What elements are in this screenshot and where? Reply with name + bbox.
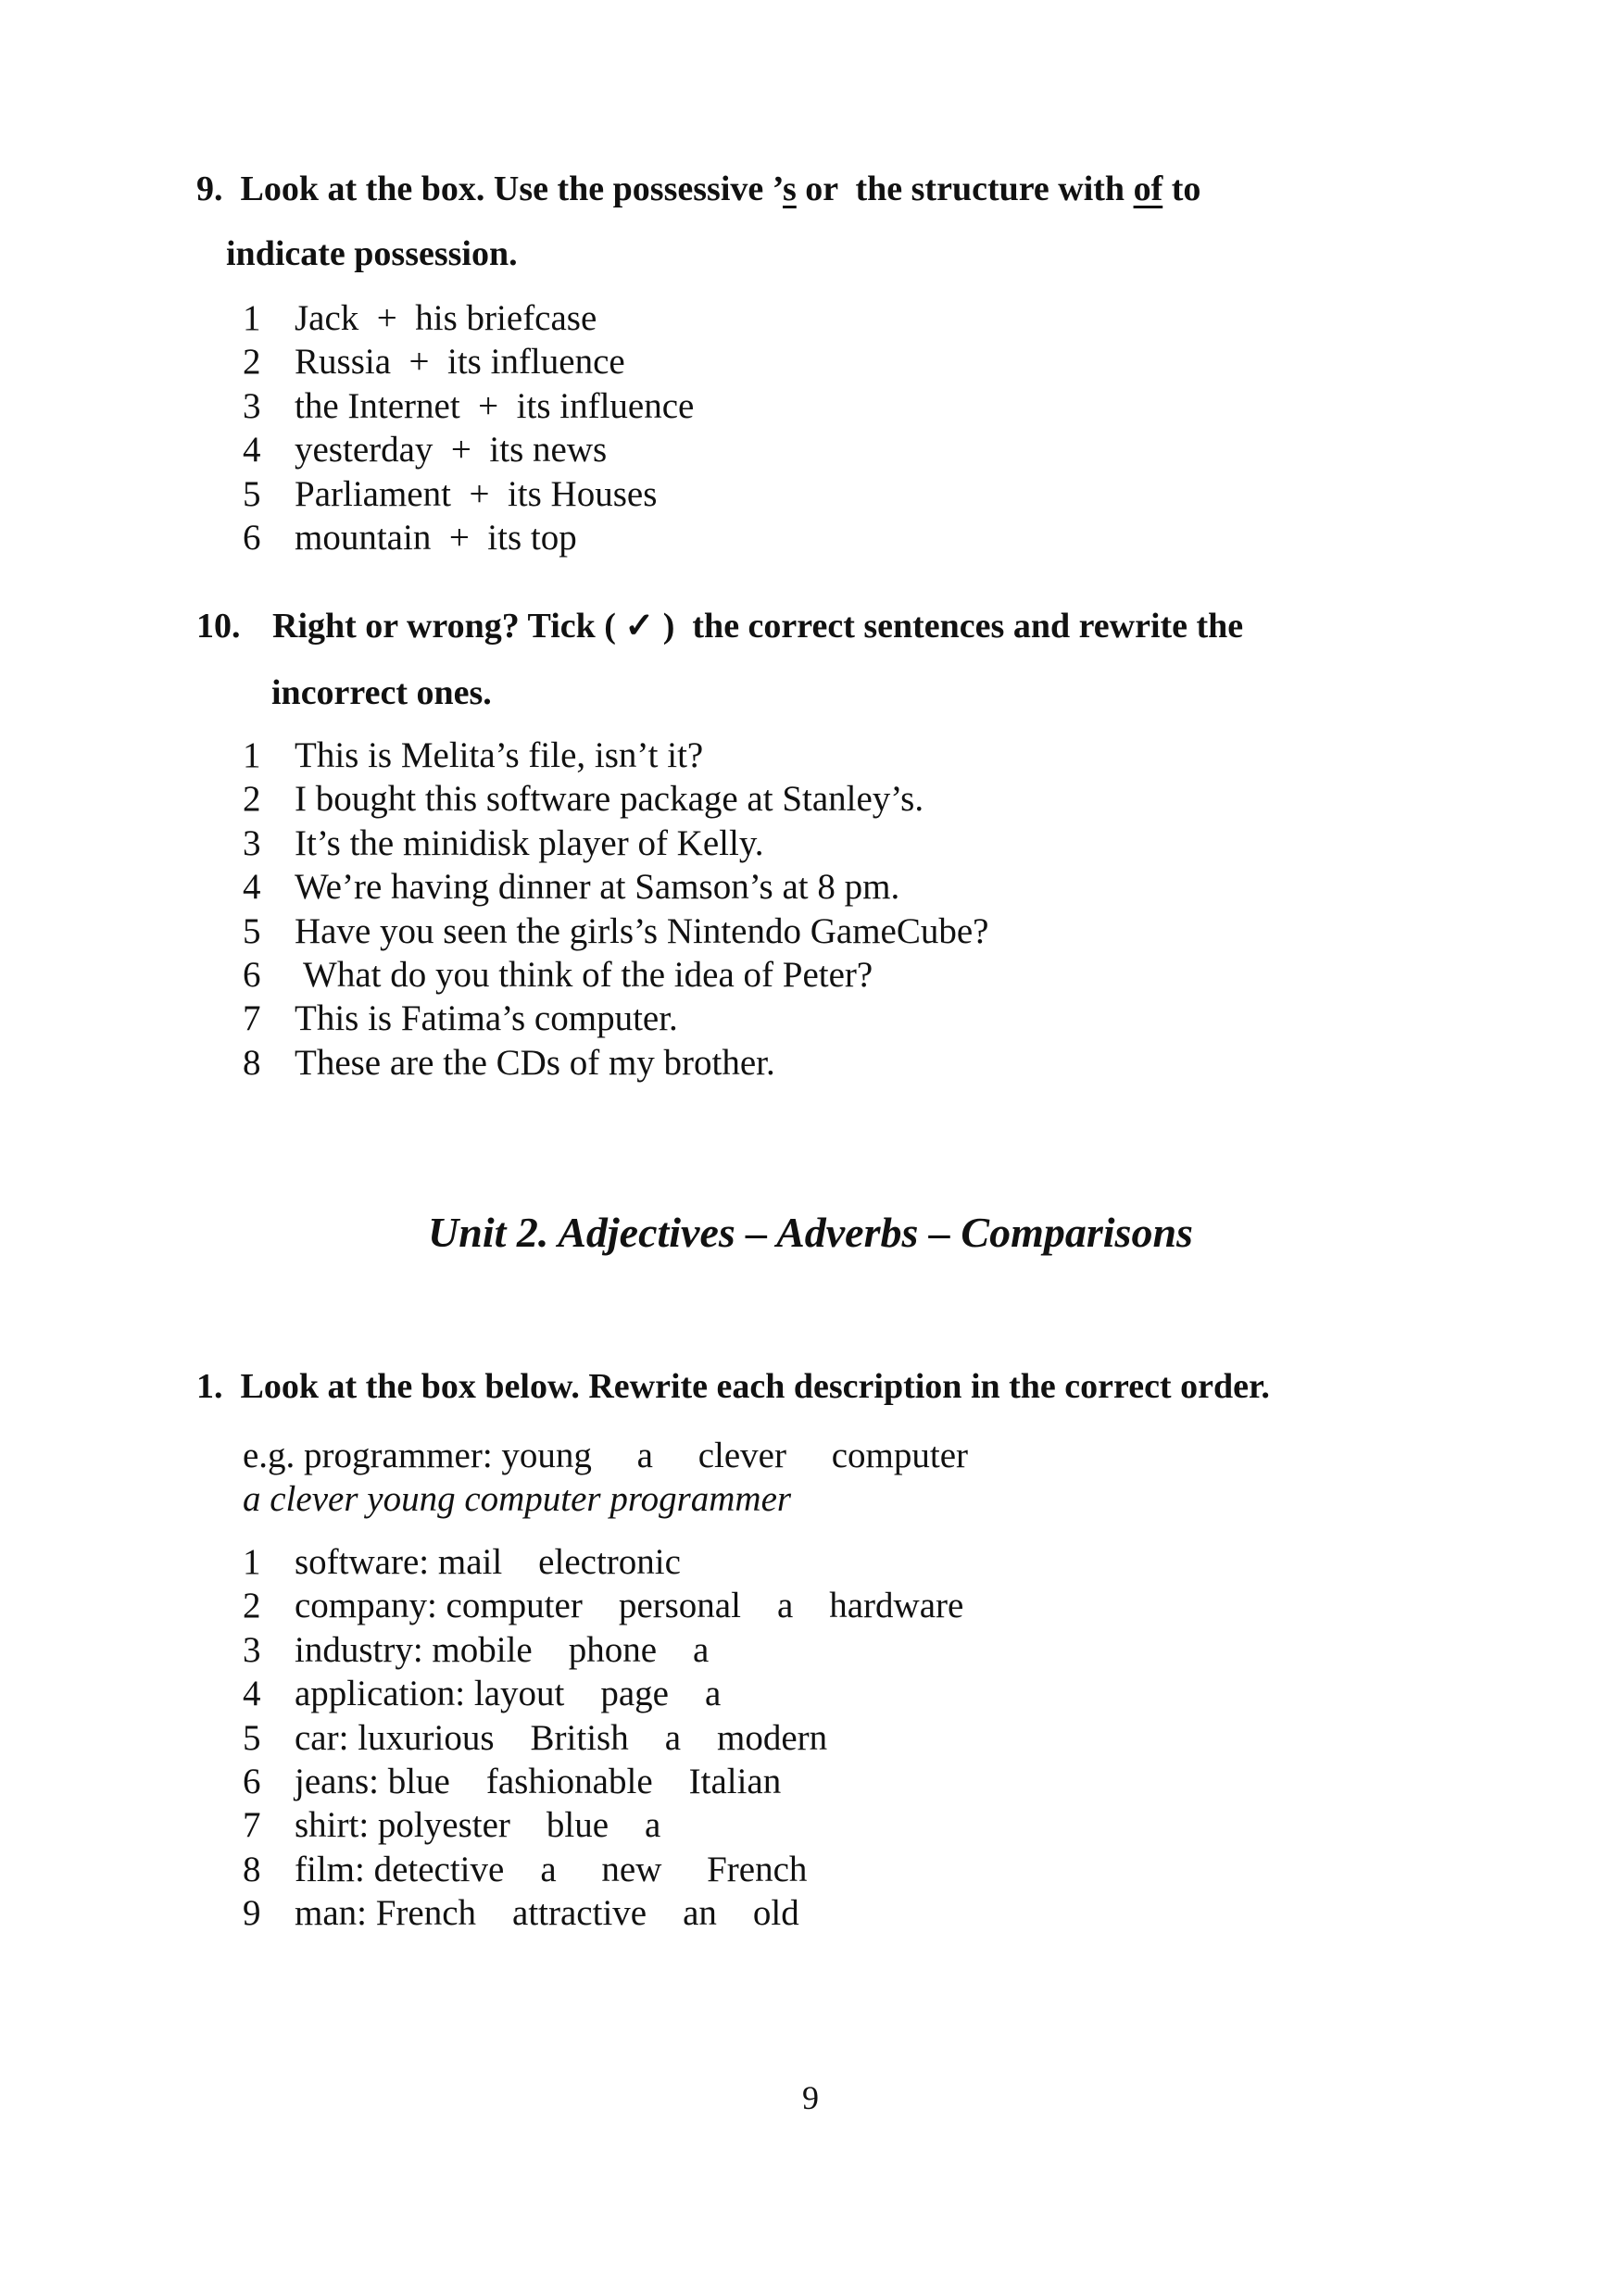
exercise-10-title-line2: incorrect ones. xyxy=(271,673,492,712)
list-item xyxy=(243,516,694,559)
item-number: 3 xyxy=(243,1629,261,1670)
exercise-9-title-line2: indicate possession. xyxy=(226,234,518,273)
item-number: 2 xyxy=(243,342,261,383)
item-number: 1 xyxy=(243,298,261,338)
item-text: company: computer personal a hardware xyxy=(295,1586,964,1626)
list-item xyxy=(243,777,988,821)
list-item xyxy=(243,910,988,953)
list-item xyxy=(243,472,694,516)
item-text: mountain + its top xyxy=(295,517,577,558)
list-item xyxy=(243,1716,963,1760)
item-text: Parliament + its Houses xyxy=(295,473,658,514)
item-text: I bought this software package at Stanley’s. xyxy=(295,779,924,820)
item-text: man: French attractive an old xyxy=(295,1893,799,1934)
list-item xyxy=(243,997,988,1040)
item-text: the Internet + its influence xyxy=(295,385,695,426)
item-text: yesterday + its news xyxy=(295,430,608,470)
item-number: 4 xyxy=(243,1674,261,1714)
list-item xyxy=(243,296,694,340)
item-text: shirt: polyester blue a xyxy=(295,1805,661,1846)
unit-exercise-1-number: 1. xyxy=(196,1367,223,1406)
item-number: 5 xyxy=(243,910,261,951)
item-number: 1 xyxy=(243,735,261,775)
item-text: Jack + his briefcase xyxy=(295,298,597,338)
list-item xyxy=(243,1760,963,1803)
item-number: 6 xyxy=(243,517,261,558)
item-text: This is Fatima’s computer. xyxy=(295,998,678,1039)
item-text: What do you think of the idea of Peter? xyxy=(295,954,873,995)
item-number: 8 xyxy=(243,1849,261,1889)
item-text: Have you seen the girls’s Nintendo GameCube? xyxy=(295,910,989,951)
item-number: 6 xyxy=(243,954,261,995)
unit-exercise-1-list xyxy=(243,1540,963,1936)
list-item xyxy=(243,1803,963,1847)
exercise-10-list xyxy=(243,734,988,1085)
unit-heading: Unit 2. Adjectives – Adverbs – Comparisons xyxy=(428,1209,1193,1256)
item-text: Russia + its influence xyxy=(295,342,625,383)
exercise-9-number: 9. xyxy=(196,169,223,208)
item-number: 7 xyxy=(243,998,261,1039)
list-item xyxy=(243,1848,963,1891)
item-number: 5 xyxy=(243,473,261,514)
example-answer: a clever young computer programmer xyxy=(243,1479,792,1520)
list-item xyxy=(243,953,988,997)
exercise-9-title-part3: to xyxy=(1162,169,1201,208)
item-text: industry: mobile phone a xyxy=(295,1629,710,1670)
exercise-9-title xyxy=(196,171,1200,207)
exercise-10-number: 10. xyxy=(196,607,241,646)
item-text: These are the CDs of my brother. xyxy=(295,1042,775,1083)
list-item xyxy=(243,384,694,428)
list-item xyxy=(243,428,694,471)
item-text: It’s the minidisk player of Kelly. xyxy=(295,822,764,863)
list-item xyxy=(243,1628,963,1672)
item-text: We’re having dinner at Samson’s at 8 pm. xyxy=(295,867,900,908)
list-item xyxy=(243,1584,963,1627)
list-item xyxy=(243,1540,963,1584)
item-number: 4 xyxy=(243,867,261,908)
item-number: 3 xyxy=(243,385,261,426)
exercise-9-title-of: of xyxy=(1133,169,1163,208)
list-item xyxy=(243,865,988,909)
item-number: 9 xyxy=(243,1893,261,1934)
item-number: 2 xyxy=(243,1586,261,1626)
exercise-10-title xyxy=(196,609,1243,644)
item-text: This is Melita’s file, isn’t it? xyxy=(295,735,704,775)
page-number: 9 xyxy=(802,2079,819,2116)
list-item xyxy=(243,1672,963,1715)
item-text: jeans: blue fashionable Italian xyxy=(295,1761,782,1801)
exercise-10-title-line1: Right or wrong? Tick ( ✓ ) the correct sentences and rewrite the xyxy=(272,607,1244,646)
item-number: 5 xyxy=(243,1717,261,1758)
list-item xyxy=(243,340,694,383)
item-number: 6 xyxy=(243,1761,261,1801)
exercise-9-list xyxy=(243,296,694,559)
item-number: 1 xyxy=(243,1542,261,1582)
item-text: software: mail electronic xyxy=(295,1542,681,1582)
example-prompt: e.g. programmer: young a clever computer xyxy=(243,1436,968,1475)
unit-exercise-1-title-text: Look at the box below. Rewrite each description in the correct order. xyxy=(240,1367,1270,1406)
list-item xyxy=(243,1041,988,1085)
item-text: car: luxurious British a modern xyxy=(295,1717,828,1758)
example-block xyxy=(243,1434,968,1522)
item-number: 3 xyxy=(243,822,261,863)
list-item xyxy=(243,734,988,777)
exercise-9-title-part2: or the structure with xyxy=(796,169,1134,208)
item-number: 7 xyxy=(243,1805,261,1846)
unit-exercise-1-title xyxy=(196,1369,1270,1404)
item-number: 8 xyxy=(243,1042,261,1083)
list-item xyxy=(243,1891,963,1935)
exercise-9-title-s: s xyxy=(783,169,797,208)
item-number: 4 xyxy=(243,430,261,470)
item-text: film: detective a new French xyxy=(295,1849,808,1889)
list-item xyxy=(243,822,988,865)
exercise-9-title-part1: Look at the box. Use the possessive ’ xyxy=(240,169,783,208)
item-number: 2 xyxy=(243,779,261,820)
item-text: application: layout page a xyxy=(295,1674,722,1714)
